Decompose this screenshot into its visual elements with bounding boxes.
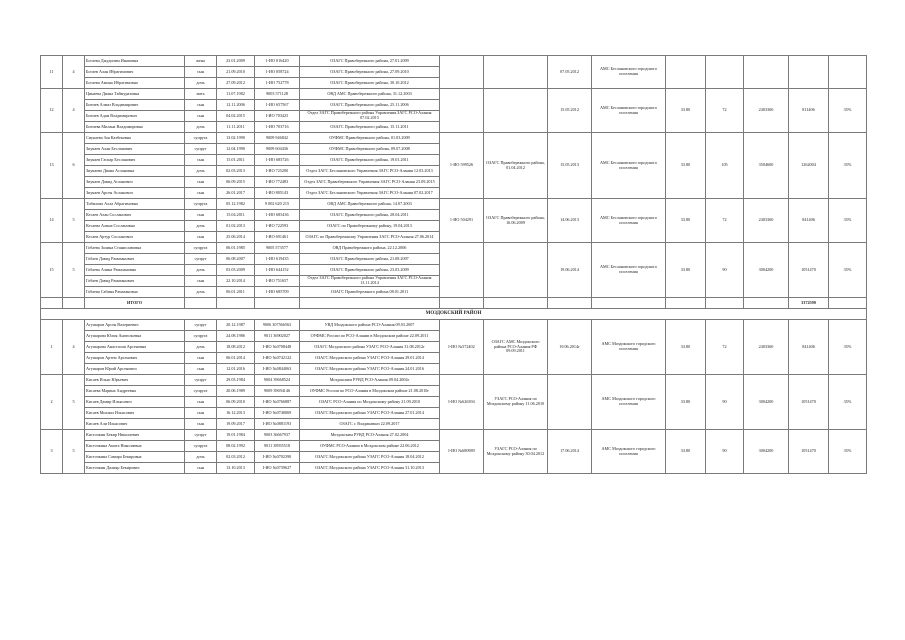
person-name-cell: Кесаев Алан Сосланович bbox=[85, 210, 185, 221]
table-row bbox=[41, 56, 867, 67]
birth-date-cell: 05.12.1982 bbox=[217, 199, 255, 210]
document-number-cell: 9009 604436 bbox=[255, 144, 300, 155]
sqm-price-cell: 33.80 bbox=[666, 199, 706, 243]
table-row bbox=[41, 89, 867, 100]
empty-cell bbox=[666, 298, 706, 309]
person-name-cell: Кисточкин Бекир Николаевич bbox=[85, 430, 185, 441]
issuing-authority-cell: ОУФМС Правобережного района, 09.07.2008 bbox=[300, 144, 440, 155]
marriage-cert-cell bbox=[440, 89, 484, 133]
birth-date-cell: 27.09.2012 bbox=[217, 78, 255, 89]
family-size-cell: 5 bbox=[63, 199, 85, 243]
issuing-authority-cell: ОЗАГС Моздокского района УЗАГС РСО-Алания 29.01.2014 bbox=[300, 353, 440, 364]
relation-cell: сын bbox=[185, 397, 217, 408]
person-name-cell: Цинаева Диана Таймуразовна bbox=[85, 89, 185, 100]
document-number-cell: 9003 36667937 bbox=[255, 430, 300, 441]
marriage-registry-cell bbox=[484, 89, 548, 133]
relation-cell: дочь bbox=[185, 452, 217, 463]
relation-cell: супруга bbox=[185, 386, 217, 397]
document-number-cell: 1-ИО 685436 bbox=[255, 210, 300, 221]
marriage-cert-cell: I-ИО №626394 bbox=[440, 375, 484, 430]
birth-date-cell: 24.08.1986 bbox=[217, 331, 255, 342]
marriage-registry-cell: ОЗАГС Правобережного района, 16.06.2009 bbox=[484, 199, 548, 243]
issuing-authority-cell: ОУФМС России по РСО-Алании в Моздокском районе 22.09.2011 bbox=[300, 331, 440, 342]
document-number-cell: 1-ИО 703716 bbox=[255, 122, 300, 133]
marriage-cert-cell bbox=[440, 56, 484, 89]
subsidy-cell: 1262004 bbox=[789, 133, 829, 199]
birth-date-cell: 21.09.2010 bbox=[217, 67, 255, 78]
document-number-cell: 9009 39694146 bbox=[255, 386, 300, 397]
organization-cell: АМС Беслановского городского поселения bbox=[592, 56, 666, 89]
percent-cell: 35% bbox=[829, 89, 867, 133]
subsidy-cell: 811406 bbox=[789, 89, 829, 133]
document-number-cell: 1-ИО 644152 bbox=[255, 265, 300, 276]
birth-date-cell: 22.10.2014 bbox=[217, 276, 255, 287]
birth-date-cell: 15.04.2011 bbox=[217, 210, 255, 221]
relation-cell: дочь bbox=[185, 265, 217, 276]
document-number-cell: 9005 573577 bbox=[255, 243, 300, 254]
relation-cell: мать bbox=[185, 89, 217, 100]
table-row bbox=[41, 430, 867, 441]
person-name-cell: Гобаева Алина Рамазановна bbox=[85, 265, 185, 276]
person-name-cell: Кисаев Михаил Ильясович bbox=[85, 408, 185, 419]
sqm-price-cell: 33.80 bbox=[666, 133, 706, 199]
issuing-authority-cell: ОЗАГС г. Владикавказ 22.09.2017 bbox=[300, 419, 440, 430]
person-name-cell: Гобаев Давид Рамазанович bbox=[85, 254, 185, 265]
document-number-cell: 1-ИО 685709 bbox=[255, 287, 300, 298]
area-cell: 72 bbox=[706, 89, 744, 133]
person-name-cell: Зиукаев Алан Бесланович bbox=[85, 144, 185, 155]
person-name-cell: Богаева Джудилим Инаповна bbox=[85, 56, 185, 67]
birth-date-cell: 20.12.1987 bbox=[217, 320, 255, 331]
issuing-authority-cell: ОУФМС России по РСО-Алания в Моздокском районе 21.08.2010г bbox=[300, 386, 440, 397]
document-number-cell: 9006 307566563 bbox=[255, 320, 300, 331]
birth-date-cell: 03.03.2009 bbox=[217, 265, 255, 276]
document-number-cell: 9004 39668524 bbox=[255, 375, 300, 386]
person-name-cell: Кисаева Марина Андреевна bbox=[85, 386, 185, 397]
family-size-cell: 4 bbox=[63, 56, 85, 89]
person-name-cell: Кесаева Алина Сослановна bbox=[85, 221, 185, 232]
percent-cell: 35% bbox=[829, 320, 867, 375]
person-name-cell: Гобаев Давид Рамазанович bbox=[85, 276, 185, 287]
cost-cell: 2403360 bbox=[744, 199, 789, 243]
relation-cell: супруга bbox=[185, 243, 217, 254]
application-date-cell: 19.06.2014г bbox=[548, 320, 592, 375]
table-row bbox=[41, 320, 867, 331]
issuing-authority-cell: ОЗАГС по Правобережному Управления ЗАГС РСО-Алания 27.06.2014 bbox=[300, 232, 440, 243]
issuing-authority-cell: ОЗАГС РСО-Алания по Моздокскому району 21.09.2010 bbox=[300, 397, 440, 408]
marriage-registry-cell: ОЗАГС Правобережного района, 01.04.2012 bbox=[484, 133, 548, 199]
empty-cell bbox=[440, 298, 484, 309]
organization-cell: АМС Беслановского городского поселения bbox=[592, 243, 666, 298]
birth-date-cell: 13.02.1990 bbox=[217, 133, 255, 144]
document-number-cell: I-ИО №0881193 bbox=[255, 419, 300, 430]
relation-cell: супруг bbox=[185, 144, 217, 155]
marriage-registry-cell: ОЗАГС АМС Моздокского района РСО-Алания РФ 09.09.2011 bbox=[484, 320, 548, 375]
application-date-cell: 14.06.2013 bbox=[548, 199, 592, 243]
birth-date-cell: 13.10.2013 bbox=[217, 463, 255, 474]
person-name-cell: Кисточкин Далияр Бекирович bbox=[85, 463, 185, 474]
issuing-authority-cell: ОЗАГС Правобережного района, 28.04.2011 bbox=[300, 210, 440, 221]
document-number-cell: I-ИО 691461 bbox=[255, 232, 300, 243]
relation-cell: сын bbox=[185, 276, 217, 287]
relation-cell: дочь bbox=[185, 342, 217, 353]
issuing-authority-cell: ОЗАГС Правобережного района 08.01.2011 bbox=[300, 287, 440, 298]
subsidy-cell bbox=[789, 56, 829, 89]
housing-register-table bbox=[40, 55, 867, 474]
birth-date-cell: 29.03.1984 bbox=[217, 375, 255, 386]
document-number-cell: I-ИО №0739627 bbox=[255, 463, 300, 474]
birth-date-cell: 26.01.2017 bbox=[217, 188, 255, 199]
area-cell bbox=[706, 56, 744, 89]
birth-date-cell: 20.06.1989 bbox=[217, 386, 255, 397]
issuing-authority-cell: ОЗАГС Правобережного района, 19.01.2011 bbox=[300, 155, 440, 166]
empty-cell bbox=[829, 298, 867, 309]
family-size-cell: 4 bbox=[63, 89, 85, 133]
section-title: МОЗДОКСКИЙ РАЙОН bbox=[41, 309, 867, 320]
percent-cell: 35% bbox=[829, 133, 867, 199]
area-cell: 72 bbox=[706, 199, 744, 243]
birth-date-cell: 01.02.2013 bbox=[217, 221, 255, 232]
issuing-authority-cell: ОЗАГС Моздокского района УЗАГС РСО-Алания 24.01.2016 bbox=[300, 364, 440, 375]
marriage-registry-cell: УЗАГС РСО-Алания по Моздокскому району 30.04.2012 bbox=[484, 430, 548, 474]
cost-cell: 2403360 bbox=[744, 89, 789, 133]
row-number-cell: 12 bbox=[41, 89, 63, 133]
birth-date-cell: 02.03.2013 bbox=[217, 166, 255, 177]
relation-cell: супруг bbox=[185, 254, 217, 265]
application-date-cell: 15.05.2012 bbox=[548, 89, 592, 133]
issuing-authority-cell: ОЗАГС Правобережного района, 27.01.2009 bbox=[300, 56, 440, 67]
marriage-cert-cell bbox=[440, 243, 484, 298]
subsidy-cell: 841406 bbox=[789, 320, 829, 375]
area-cell: 72 bbox=[706, 320, 744, 375]
marriage-registry-cell: УЗАГС РСО-Алания по Моздокскому району 11.06.2010 bbox=[484, 375, 548, 430]
cost-cell: 3004200 bbox=[744, 430, 789, 474]
relation-cell: супруга bbox=[185, 441, 217, 452]
total-label: ИТОГО bbox=[85, 298, 185, 309]
empty-cell bbox=[484, 298, 548, 309]
sqm-price-cell: 33.80 bbox=[666, 375, 706, 430]
percent-cell: 35% bbox=[829, 199, 867, 243]
row-number-cell: 2 bbox=[41, 375, 63, 430]
organization-cell: АМС Беслановского городского поселения bbox=[592, 89, 666, 133]
person-name-cell: Кисточкина Анита Николаевна bbox=[85, 441, 185, 452]
document-number-cell: I-ИО №0702390 bbox=[255, 452, 300, 463]
document-number-cell: I-ИО №0844063 bbox=[255, 364, 300, 375]
relation-cell: дочь bbox=[185, 221, 217, 232]
organization-cell: АМС Моздокского городского поселения bbox=[592, 375, 666, 430]
relation-cell: супруг bbox=[185, 375, 217, 386]
relation-cell: сын bbox=[185, 100, 217, 111]
person-name-cell: Агушаров Юрий Арсенович bbox=[85, 364, 185, 375]
row-number-cell: 3 bbox=[41, 430, 63, 474]
person-name-cell: Агушаров Артем Арсенович bbox=[85, 353, 185, 364]
issuing-authority-cell: ОЗАГС Моздокского района УЗАГС РСО-Алания 27.01.2014 bbox=[300, 408, 440, 419]
document-number-cell: I-ИО №0708448 bbox=[255, 342, 300, 353]
subsidy-cell: 841406 bbox=[789, 199, 829, 243]
family-size-cell: 5 bbox=[63, 375, 85, 430]
person-name-cell: Битиев Адам Владимирович bbox=[85, 111, 185, 122]
issuing-authority-cell: УВД Моздокского района РСО-Алания 09.03.2007 bbox=[300, 320, 440, 331]
relation-cell: сын bbox=[185, 188, 217, 199]
birth-date-cell: 12.11.2006 bbox=[217, 100, 255, 111]
issuing-authority-cell: ОУФМС Правобережного района, 01.03.2009 bbox=[300, 133, 440, 144]
relation-cell: сын bbox=[185, 155, 217, 166]
area-cell: 90 bbox=[706, 243, 744, 298]
table-row bbox=[41, 133, 867, 144]
document-number-cell: 1-ИО 752778 bbox=[255, 78, 300, 89]
marriage-registry-cell bbox=[484, 56, 548, 89]
cost-cell bbox=[744, 56, 789, 89]
sqm-price-cell: 33.80 bbox=[666, 89, 706, 133]
issuing-authority-cell: ОЗАГС Правобережного района, 21.08.2007 bbox=[300, 254, 440, 265]
document-number-cell: I-ИО 725200 bbox=[255, 166, 300, 177]
document-number-cell: 1-ИО 685726 bbox=[255, 155, 300, 166]
application-date-cell: 07.05.2012 bbox=[548, 56, 592, 89]
person-name-cell: Битиева Милана Владимировна bbox=[85, 122, 185, 133]
birth-date-cell: 06.01.2014 bbox=[217, 353, 255, 364]
relation-cell: сын bbox=[185, 111, 217, 122]
issuing-authority-cell: ОВД АМС Правобережного района, 14.07.2003 bbox=[300, 199, 440, 210]
birth-date-cell: 16.12.2013 bbox=[217, 408, 255, 419]
birth-date-cell: 12.04.1990 bbox=[217, 144, 255, 155]
marriage-cert-cell: I-ИО №572402 bbox=[440, 320, 484, 375]
marriage-registry-cell bbox=[484, 243, 548, 298]
marriage-cert-cell: 1-ИО 504291 bbox=[440, 199, 484, 243]
row-number-cell: 11 bbox=[41, 56, 63, 89]
cost-cell: 3004200 bbox=[744, 243, 789, 298]
empty-cell bbox=[255, 298, 300, 309]
document-number-cell: 9011 38935518 bbox=[255, 441, 300, 452]
row-number-cell: 1 bbox=[41, 320, 63, 375]
person-name-cell: Агушаров Арсен Валериевич bbox=[85, 320, 185, 331]
organization-cell: АМС Моздокского городского поселения bbox=[592, 430, 666, 474]
document-number-cell: 1-ИО 016420 bbox=[255, 56, 300, 67]
issuing-authority-cell: ОЗАГС Правобережного района, 15.11.2011 bbox=[300, 122, 440, 133]
person-name-cell: Кисаев Ильяс Юрьевич bbox=[85, 375, 185, 386]
issuing-authority-cell: ОЗАГС Моздокского района УЗАГС РСО-Алания 31.10.2013 bbox=[300, 463, 440, 474]
document-number-cell: 1-ИО 058724 bbox=[255, 67, 300, 78]
issuing-authority-cell: ОЗАГС Правобережного района, 27.09.2010 bbox=[300, 67, 440, 78]
organization-cell: АМС Моздокского городского поселения bbox=[592, 320, 666, 375]
family-size-cell: 6 bbox=[63, 133, 85, 199]
empty-cell bbox=[41, 298, 63, 309]
relation-cell: сын bbox=[185, 177, 217, 188]
relation-cell: сын bbox=[185, 353, 217, 364]
birth-date-cell: 06.09.2010 bbox=[217, 397, 255, 408]
issuing-authority-cell: Отдел ЗАГС Правобережного района Управления ЗАГС РСО-Алания 13.11.2014 bbox=[300, 276, 440, 287]
issuing-authority-cell: ОВД Правобережного района, 22.12.2006 bbox=[300, 243, 440, 254]
relation-cell: сын bbox=[185, 210, 217, 221]
relation-cell: дочь bbox=[185, 287, 217, 298]
empty-cell bbox=[185, 298, 217, 309]
subsidy-cell: 1051470 bbox=[789, 243, 829, 298]
relation-cell: супруга bbox=[185, 331, 217, 342]
sqm-price-cell: 33.80 bbox=[666, 243, 706, 298]
relation-cell: супруга bbox=[185, 133, 217, 144]
empty-cell bbox=[217, 298, 255, 309]
application-date-cell bbox=[548, 375, 592, 430]
relation-cell: сын bbox=[185, 463, 217, 474]
birth-date-cell: 06.01.2011 bbox=[217, 287, 255, 298]
issuing-authority-cell: ОЗАГС Правобережного района, 25.11.2006 bbox=[300, 100, 440, 111]
birth-date-cell: 02.03.2012 bbox=[217, 452, 255, 463]
marriage-cert-cell: 1-ИО 599526 bbox=[440, 133, 484, 199]
relation-cell: сын bbox=[185, 364, 217, 375]
document-number-cell: 9009 946842 bbox=[255, 133, 300, 144]
issuing-authority-cell: Отдел ЗАГС Правобережного Управления ЗАГС РСО-Алания 23.09.2015 bbox=[300, 177, 440, 188]
birth-date-cell: 25.06.2014 bbox=[217, 232, 255, 243]
table-row bbox=[41, 375, 867, 386]
row-number-cell: 15 bbox=[41, 243, 63, 298]
issuing-authority-cell: ОУФМС РСО-Алании в Моздокском районе 22.06.2012 bbox=[300, 441, 440, 452]
relation-cell: супруг bbox=[185, 320, 217, 331]
issuing-authority-cell: ОЗАГС Правобережного района, 23.03.2009 bbox=[300, 265, 440, 276]
birth-date-cell: 12.01.2016 bbox=[217, 364, 255, 375]
birth-date-cell: 19.01.1984 bbox=[217, 430, 255, 441]
person-name-cell: Кисточкина Самира Бекировна bbox=[85, 452, 185, 463]
person-name-cell: Агушарова Анастасия Арсеновна bbox=[85, 342, 185, 353]
birth-date-cell: 06.08.2007 bbox=[217, 254, 255, 265]
document-number-cell: I-ИО 751657 bbox=[255, 276, 300, 287]
percent-cell: 35% bbox=[829, 430, 867, 474]
organization-cell: АМС Беслановского городского поселения bbox=[592, 133, 666, 199]
issuing-authority-cell: ОЗАГС Моздокского района УЗАГС РСО-Алания 31.08.2012г bbox=[300, 342, 440, 353]
document-number-cell: 9011 36902027 bbox=[255, 331, 300, 342]
cost-cell: 3504600 bbox=[744, 133, 789, 199]
person-name-cell: Зиукаев Гаспар Бесланович bbox=[85, 155, 185, 166]
person-name-cell: Зиукаев Арсен Асланович bbox=[85, 188, 185, 199]
issuing-authority-cell: Моздокским РУВД РСО-Алания 27.02.2004 bbox=[300, 430, 440, 441]
empty-cell bbox=[300, 298, 440, 309]
sqm-price-cell: 33.80 bbox=[666, 320, 706, 375]
percent-cell: 35% bbox=[829, 375, 867, 430]
issuing-authority-cell: ОЗАГС Правобережного района, 30.10.2012 bbox=[300, 78, 440, 89]
relation-cell: сын bbox=[185, 419, 217, 430]
person-name-cell: Зиукаева Диана Аслановна bbox=[85, 166, 185, 177]
total-value: 3372590 bbox=[789, 298, 829, 309]
person-name-cell: Гобаева Сабина Рамазановна bbox=[85, 287, 185, 298]
issuing-authority-cell: ОЗАГС Моздокского района УЗАГС РСО-Алания 18.04.2012 bbox=[300, 452, 440, 463]
person-name-cell: Битиев Алмаз Владимирович bbox=[85, 100, 185, 111]
application-date-cell: 15.05.2013 bbox=[548, 133, 592, 199]
family-size-cell: 5 bbox=[63, 243, 85, 298]
total-row bbox=[41, 298, 867, 309]
document-number-cell: I-ИО 703425 bbox=[255, 111, 300, 122]
empty-cell bbox=[744, 298, 789, 309]
subsidy-cell: 1051470 bbox=[789, 375, 829, 430]
issuing-authority-cell: Отдел ЗАГС Беслановского Управления ЗАГС РСО-Алания 12.03.2013 bbox=[300, 166, 440, 177]
relation-cell: дочь bbox=[185, 122, 217, 133]
cost-cell: 3004200 bbox=[744, 375, 789, 430]
issuing-authority-cell: Отдел ЗАГС Беслановского Управления ЗАГС РСО-Алания 07.02.2017 bbox=[300, 188, 440, 199]
family-size-cell: 4 bbox=[63, 320, 85, 375]
row-number-cell: 13 bbox=[41, 133, 63, 199]
birth-date-cell: 23.01.2009 bbox=[217, 56, 255, 67]
relation-cell: жена bbox=[185, 56, 217, 67]
person-name-cell: Зиукаев Давид Асланович bbox=[85, 177, 185, 188]
area-cell: 90 bbox=[706, 430, 744, 474]
document-number-cell: 9 002 620 215 bbox=[255, 199, 300, 210]
empty-cell bbox=[548, 298, 592, 309]
relation-cell: сын bbox=[185, 408, 217, 419]
birth-date-cell: 04.02.2015 bbox=[217, 111, 255, 122]
person-name-cell: Кесаев Артур Сосланович bbox=[85, 232, 185, 243]
birth-date-cell: 19.09.2017 bbox=[217, 419, 255, 430]
table-body bbox=[41, 56, 867, 474]
subsidy-cell: 1051470 bbox=[789, 430, 829, 474]
person-name-cell: Кисаев Дамир Ильясович bbox=[85, 397, 185, 408]
birth-date-cell: 06.09.2015 bbox=[217, 177, 255, 188]
document-number-cell: I-ИО 722593 bbox=[255, 221, 300, 232]
person-name-cell: Богаева Амина Ибрагимовна bbox=[85, 78, 185, 89]
table-row bbox=[41, 243, 867, 254]
relation-cell: сын bbox=[185, 67, 217, 78]
percent-cell: 35% bbox=[829, 243, 867, 298]
application-date-cell: 19.06.2014 bbox=[548, 243, 592, 298]
person-name-cell: Тибилова Алла Абрагимовна bbox=[85, 199, 185, 210]
sqm-price-cell bbox=[666, 56, 706, 89]
issuing-authority-cell: ОВД АМС Правобережного района, 31.12.2003 bbox=[300, 89, 440, 100]
relation-cell: дочь bbox=[185, 78, 217, 89]
organization-cell: АМС Беслановского городского поселения bbox=[592, 199, 666, 243]
sqm-price-cell: 33.80 bbox=[666, 430, 706, 474]
marriage-cert-cell: I-ИО №680989 bbox=[440, 430, 484, 474]
person-name-cell: Сиукаева Зоя Казбековна bbox=[85, 133, 185, 144]
empty-cell bbox=[592, 298, 666, 309]
empty-cell bbox=[63, 298, 85, 309]
birth-date-cell: 18.08.2012 bbox=[217, 342, 255, 353]
application-date-cell: 17.06.2014 bbox=[548, 430, 592, 474]
row-number-cell: 14 bbox=[41, 199, 63, 243]
birth-date-cell: 08.02.1992 bbox=[217, 441, 255, 452]
area-cell: 105 bbox=[706, 133, 744, 199]
issuing-authority-cell: Отдел ЗАГС Правобережного района Управления ЗАГС РСО-Алания 07.02.2015 bbox=[300, 111, 440, 122]
table-row bbox=[41, 199, 867, 210]
person-name-cell: Богаев Алан Ибрагимович bbox=[85, 67, 185, 78]
document-number-cell: I-ИО 772483 bbox=[255, 177, 300, 188]
birth-date-cell: 06.01.1985 bbox=[217, 243, 255, 254]
relation-cell: дочь bbox=[185, 166, 217, 177]
document-number-cell: 9003 571128 bbox=[255, 89, 300, 100]
document-number-cell: I-ИО №0766887 bbox=[255, 397, 300, 408]
issuing-authority-cell: Моздокским РУВД РСО-Алания 09.04.2004г bbox=[300, 375, 440, 386]
document-number-cell: I-ИО 805143 bbox=[255, 188, 300, 199]
birth-date-cell: 15.01.2011 bbox=[217, 155, 255, 166]
birth-date-cell: 11.07.1982 bbox=[217, 89, 255, 100]
person-name-cell: Агушарова Юлия Анатольевна bbox=[85, 331, 185, 342]
person-name-cell: Кисаев Али Ильясович bbox=[85, 419, 185, 430]
document-number-cell: 1-ИО 657567 bbox=[255, 100, 300, 111]
document-number-cell: 1-ИО 619435 bbox=[255, 254, 300, 265]
relation-cell: сын bbox=[185, 232, 217, 243]
document-number-cell: I-ИО №0740069 bbox=[255, 408, 300, 419]
family-size-cell: 5 bbox=[63, 430, 85, 474]
percent-cell bbox=[829, 56, 867, 89]
relation-cell: супруг bbox=[185, 430, 217, 441]
person-name-cell: Гобаева Залина Станиславовна bbox=[85, 243, 185, 254]
section-heading-row bbox=[41, 309, 867, 320]
relation-cell: супруга bbox=[185, 199, 217, 210]
birth-date-cell: 11.11.2011 bbox=[217, 122, 255, 133]
document-number-cell: I-ИО №0742122 bbox=[255, 353, 300, 364]
issuing-authority-cell: ОЗАГС по Правобережному району, 19.04.2013 bbox=[300, 221, 440, 232]
empty-cell bbox=[706, 298, 744, 309]
cost-cell: 2403360 bbox=[744, 320, 789, 375]
area-cell: 90 bbox=[706, 375, 744, 430]
